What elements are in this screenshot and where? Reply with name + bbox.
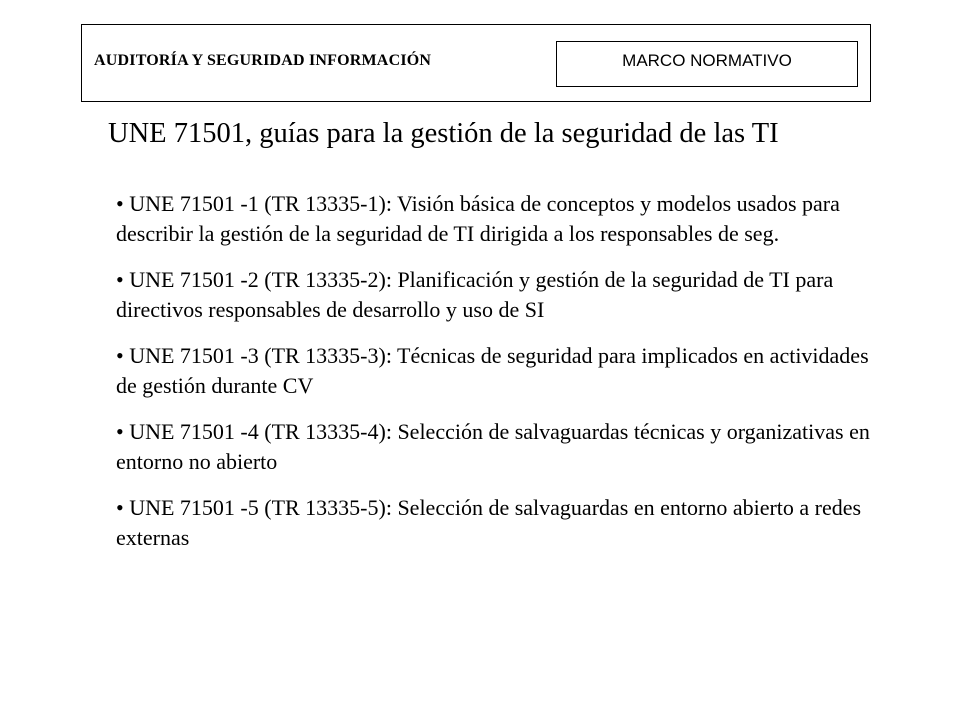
bullet-symbol: • <box>116 343 124 368</box>
bullet-item <box>116 265 876 325</box>
bullet-item <box>116 189 876 249</box>
header-section-label: MARCO NORMATIVO <box>556 41 858 87</box>
slide-title: UNE 71501, guías para la gestión de la seguridad de las TI <box>108 118 779 149</box>
bullet-list <box>116 189 876 569</box>
bullet-symbol: • <box>116 419 124 444</box>
bullet-item <box>116 341 876 401</box>
bullet-symbol: • <box>116 495 124 520</box>
bullet-symbol: • <box>116 191 124 216</box>
bullet-symbol: • <box>116 267 124 292</box>
bullet-item <box>116 493 876 553</box>
bullet-text: UNE 71501 -3 (TR 13335-3): Técnicas de seguridad para implicados en actividades de gestión durante CV <box>116 343 869 398</box>
header-subject: AUDITORÍA Y SEGURIDAD INFORMACIÓN <box>94 52 432 69</box>
header-box <box>81 24 871 102</box>
bullet-text: UNE 71501 -5 (TR 13335-5): Selección de salvaguardas en entorno abierto a redes externas <box>116 495 862 550</box>
bullet-item <box>116 417 876 477</box>
bullet-text: UNE 71501 -2 (TR 13335-2): Planificación y gestión de la seguridad de TI para directivos responsables de desarrollo y uso de SI <box>116 267 834 322</box>
bullet-text: UNE 71501 -1 (TR 13335-1): Visión básica de conceptos y modelos usados para describir la gestión de la seguridad de TI dirigida a los responsables de seg. <box>116 191 840 246</box>
bullet-text: UNE 71501 -4 (TR 13335-4): Selección de salvaguardas técnicas y organizativas en entorno no abierto <box>116 419 870 474</box>
